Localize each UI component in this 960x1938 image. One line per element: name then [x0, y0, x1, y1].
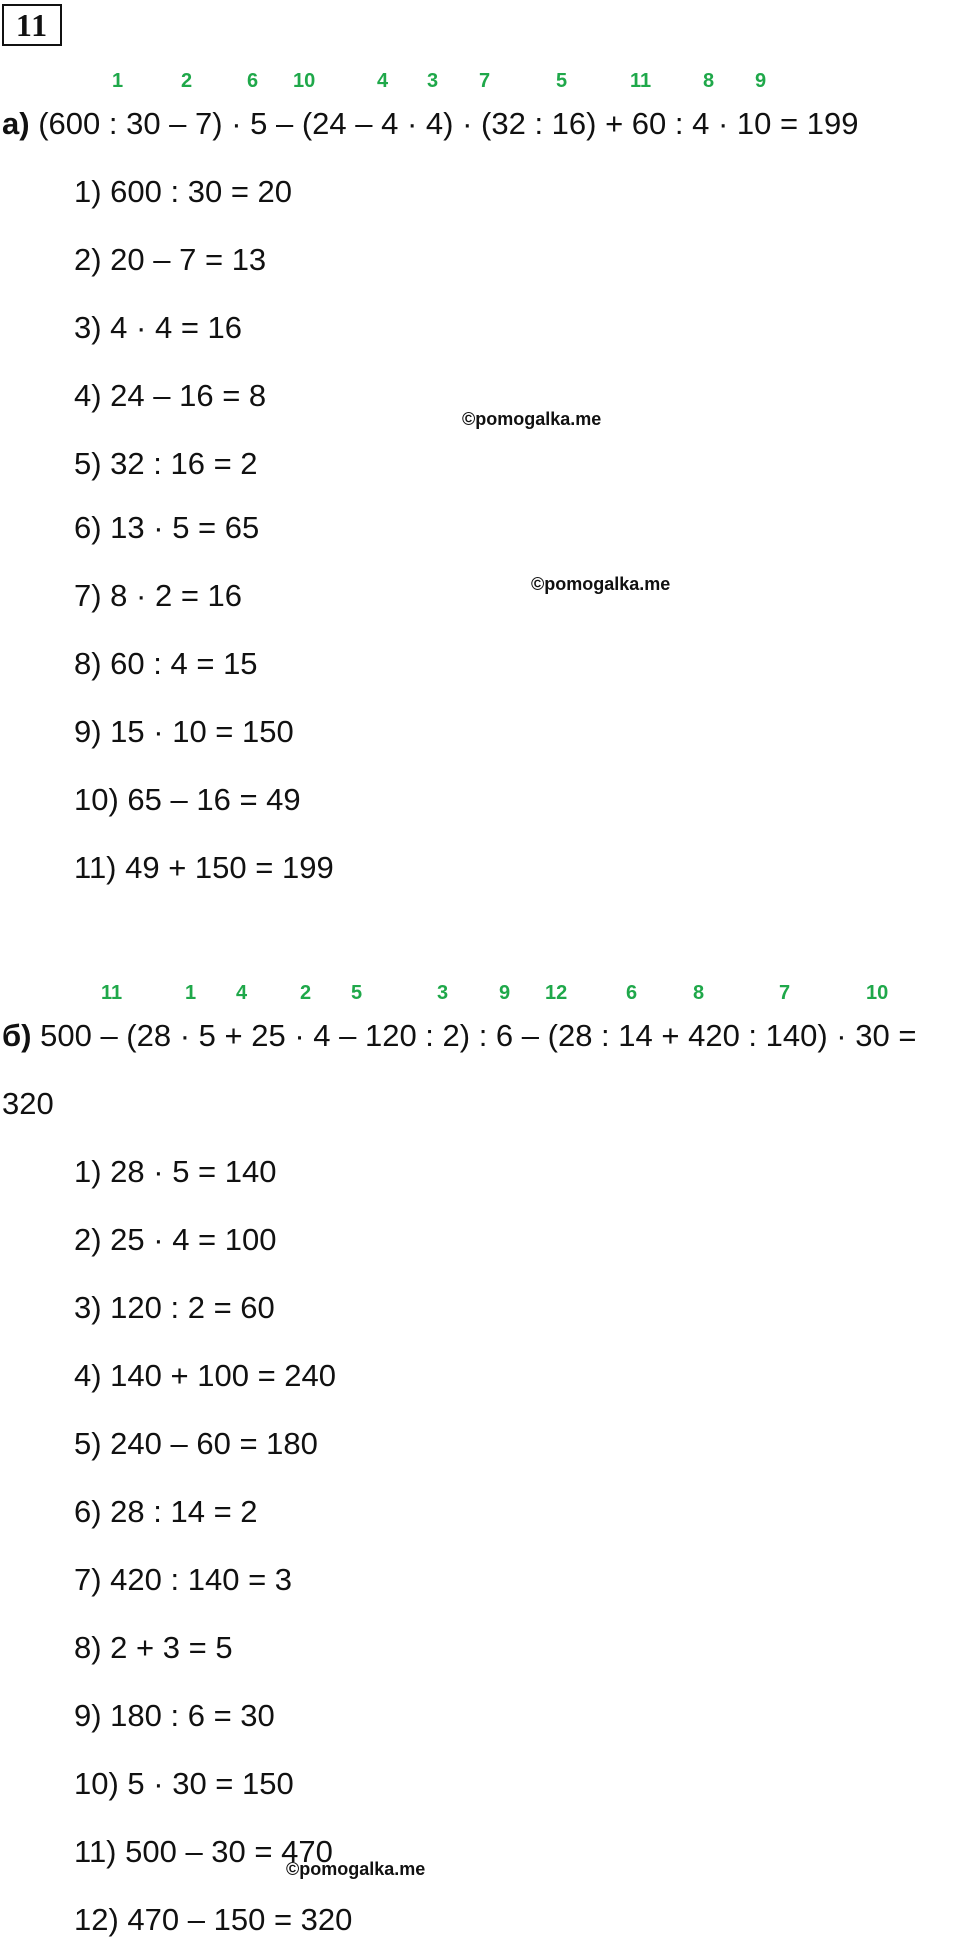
order-mark: 7: [779, 982, 791, 1004]
order-mark: 5: [351, 982, 363, 1004]
order-mark: 6: [626, 982, 638, 1004]
part-a-step: 9) 15 · 10 = 150: [74, 714, 294, 749]
order-mark: 1: [185, 982, 197, 1004]
part-b-expression-continued: 320: [2, 1086, 54, 1121]
part-a-step: 10) 65 – 16 = 49: [74, 782, 301, 817]
order-mark: 2: [181, 70, 193, 92]
order-mark: 7: [479, 70, 491, 92]
part-a-label: а): [2, 106, 30, 141]
order-mark: 4: [236, 982, 248, 1004]
part-b-step: 8) 2 + 3 = 5: [74, 1630, 233, 1665]
order-mark: 9: [499, 982, 511, 1004]
part-b-step: 5) 240 – 60 = 180: [74, 1426, 318, 1461]
order-mark: 3: [437, 982, 449, 1004]
part-b-label: б): [2, 1018, 32, 1053]
order-mark: 6: [247, 70, 259, 92]
part-b-step: 2) 25 · 4 = 100: [74, 1222, 277, 1257]
part-a-expression-text: (600 : 30 – 7) · 5 – (24 – 4 · 4) · (32 : 16) + 60 : 4 · 10 = 199: [38, 106, 859, 141]
part-a-step: 8) 60 : 4 = 15: [74, 646, 258, 681]
part-b-step: 12) 470 – 150 = 320: [74, 1902, 353, 1937]
exercise-number: 11: [2, 4, 62, 46]
part-b-step: 3) 120 : 2 = 60: [74, 1290, 275, 1325]
part-b-expression-text: 500 – (28 · 5 + 25 · 4 – 120 : 2) : 6 – (28 : 14 + 420 : 140) · 30 =: [40, 1018, 917, 1053]
part-a-step: 5) 32 : 16 = 2: [74, 446, 258, 481]
order-mark: 5: [556, 70, 568, 92]
order-mark: 10: [293, 70, 316, 92]
watermark: ©pomogalka.me: [531, 574, 671, 594]
order-mark: 2: [300, 982, 312, 1004]
part-b-step: 7) 420 : 140 = 3: [74, 1562, 293, 1597]
order-mark: 3: [427, 70, 439, 92]
part-a-step: 4) 24 – 16 = 8: [74, 378, 267, 413]
part-a-step: 3) 4 · 4 = 16: [74, 310, 243, 345]
order-mark: 12: [545, 982, 568, 1004]
part-b-expression: [2, 1018, 916, 1054]
part-b-step: 1) 28 · 5 = 140: [74, 1154, 277, 1189]
part-a-step: 7) 8 · 2 = 16: [74, 578, 243, 613]
part-a-expression: [2, 106, 858, 142]
part-a-step: 11) 49 + 150 = 199: [74, 850, 334, 885]
part-b-step: 10) 5 · 30 = 150: [74, 1766, 294, 1801]
order-mark: 11: [630, 70, 652, 92]
order-mark: 10: [866, 982, 889, 1004]
order-mark: 9: [755, 70, 767, 92]
part-a-step: 6) 13 · 5 = 65: [74, 510, 260, 545]
order-mark: 1: [112, 70, 124, 92]
part-b-step: 9) 180 : 6 = 30: [74, 1698, 275, 1733]
part-a-step: 1) 600 : 30 = 20: [74, 174, 293, 209]
order-mark: 8: [703, 70, 715, 92]
order-mark: 8: [693, 982, 705, 1004]
watermark: ©pomogalka.me: [286, 1859, 426, 1879]
part-a-step: 2) 20 – 7 = 13: [74, 242, 267, 277]
order-mark: 11: [101, 982, 123, 1004]
part-b-step: 4) 140 + 100 = 240: [74, 1358, 337, 1393]
part-b-step: 6) 28 : 14 = 2: [74, 1494, 258, 1529]
order-mark: 4: [377, 70, 389, 92]
watermark: ©pomogalka.me: [462, 409, 602, 429]
part-b-step: 11) 500 – 30 = 470: [74, 1834, 333, 1869]
